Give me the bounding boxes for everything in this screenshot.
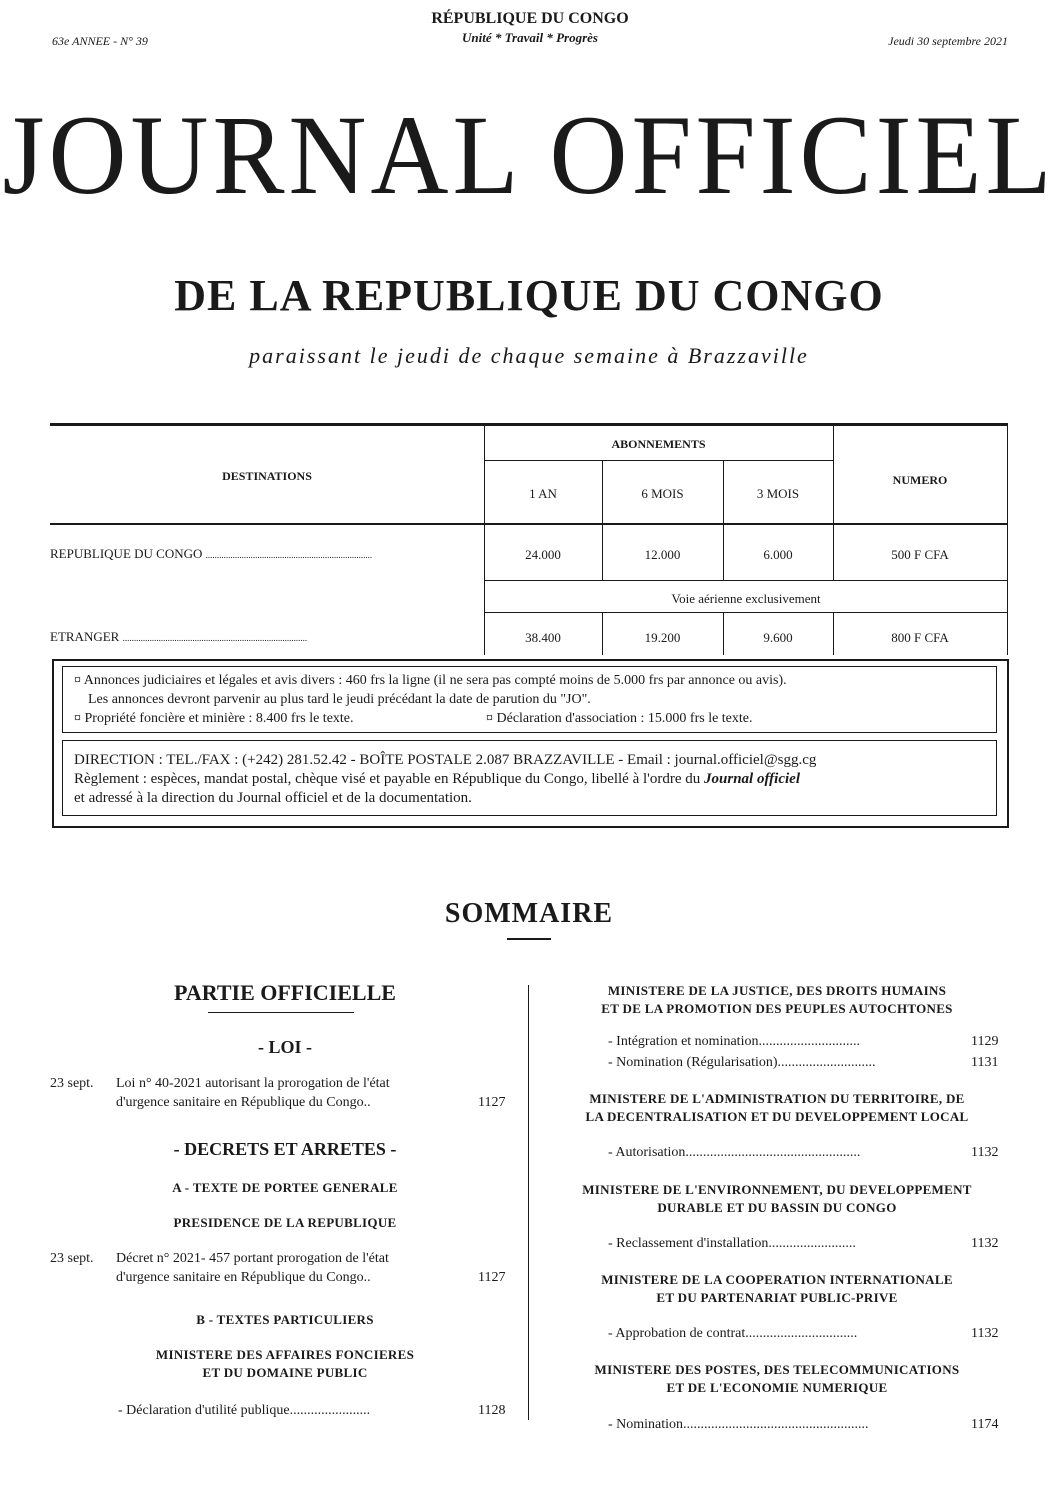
decret-page: 1127 xyxy=(478,1270,506,1285)
decret-date: 23 sept. xyxy=(50,1251,94,1266)
republic-header xyxy=(330,10,730,46)
table-divider xyxy=(1007,426,1008,655)
sommaire-underline xyxy=(507,938,551,940)
notice-delai: Les annonces devront parvenir au plus tard le jeudi précédant la date de parution du "JO". xyxy=(88,692,591,707)
col-3-mois: 3 MOIS xyxy=(756,486,800,501)
toc-nomination-regularisation: - Nomination (Régularisation)............................ xyxy=(608,1055,876,1070)
etranger-numero: 800 F CFA xyxy=(891,630,949,645)
congo-6mois: 12.000 xyxy=(644,547,681,562)
nomination-page: 1174 xyxy=(971,1417,999,1432)
texte-portee-generale: A - TEXTE DE PORTEE GENERALE xyxy=(172,1180,398,1195)
ministere-environnement-line2: DURABLE ET DU BASSIN DU CONGO xyxy=(657,1200,897,1215)
col-abonnements: ABONNEMENTS xyxy=(611,437,706,451)
subscription-table xyxy=(50,423,1008,655)
direction-contact: DIRECTION : TEL./FAX : (+242) 281.52.42 - BOÎTE POSTALE 2.087 BRAZZAVILLE - Email : journal.officiel@sgg.cg xyxy=(74,752,817,768)
ministere-postes-line2: ET DE L'ECONOMIE NUMERIQUE xyxy=(666,1380,888,1395)
toc-reclassement: - Reclassement d'installation......................... xyxy=(608,1236,856,1251)
col-1-an: 1 AN xyxy=(529,486,557,501)
integration-page: 1129 xyxy=(971,1034,999,1049)
republic-name: RÉPUBLIQUE DU CONGO xyxy=(431,10,629,27)
autorisation-page: 1132 xyxy=(971,1145,999,1160)
toc-integration: - Intégration et nomination............................. xyxy=(608,1034,860,1049)
ministere-administration-line1: MINISTERE DE L'ADMINISTRATION DU TERRITOIRE, DE xyxy=(589,1091,965,1106)
table-rule xyxy=(484,460,833,461)
col-numero: NUMERO xyxy=(892,473,948,487)
etranger-1an: 38.400 xyxy=(525,630,561,645)
ministere-justice-line2: ET DE LA PROMOTION DES PEUPLES AUTOCHTONES xyxy=(601,1001,953,1016)
ministere-foncieres-line1: MINISTERE DES AFFAIRES FONCIERES xyxy=(155,1347,415,1362)
ministere-cooperation-line2: ET DU PARTENARIAT PUBLIC-PRIVE xyxy=(656,1290,898,1305)
ministere-cooperation-line1: MINISTERE DE LA COOPERATION INTERNATIONALE xyxy=(601,1272,953,1287)
reclassement-page: 1132 xyxy=(971,1236,999,1251)
national-motto: Unité * Travail * Progrès xyxy=(461,30,598,45)
loi-page: 1127 xyxy=(478,1095,506,1110)
journal-tagline: paraissant le jeudi de chaque semaine à Brazzaville xyxy=(249,343,809,368)
loi-date: 23 sept. xyxy=(50,1076,94,1091)
table-rule xyxy=(484,612,1008,613)
issue-number: 63e ANNEE - N° 39 xyxy=(52,34,148,48)
loi-text-line2: d'urgence sanitaire en République du Congo.. xyxy=(116,1095,371,1110)
sommaire-title: SOMMAIRE xyxy=(444,898,614,929)
table-rule xyxy=(484,580,1008,581)
nomination-regularisation-page: 1131 xyxy=(971,1055,999,1070)
col-destinations: DESTINATIONS xyxy=(222,469,312,483)
voie-aerienne: Voie aérienne exclusivement xyxy=(671,591,821,606)
etranger-3mois: 9.600 xyxy=(763,630,793,645)
notice-annonces: ¤ Annonces judiciaires et légales et avis divers : 460 frs la ligne (il ne sera pas compté moins de 5.000 frs par annonce ou avis). xyxy=(74,673,787,688)
ministere-administration-line2: LA DECENTRALISATION ET DU DEVELOPPEMENT LOCAL xyxy=(585,1109,969,1124)
congo-1an: 24.000 xyxy=(525,547,561,562)
toc-nomination: - Nomination..................................................... xyxy=(608,1417,869,1432)
table-header-rule xyxy=(50,523,1008,525)
toc-autorisation: - Autorisation.................................................. xyxy=(608,1145,861,1160)
decret-text-line1: Décret n° 2021- 457 portant prorogation de l'état xyxy=(116,1251,389,1266)
ministere-environnement-line1: MINISTERE DE L'ENVIRONNEMENT, DU DEVELOPPEMENT xyxy=(582,1182,972,1197)
approbation-page: 1132 xyxy=(971,1326,999,1341)
etranger-6mois: 19.200 xyxy=(644,630,681,645)
partie-officielle: PARTIE OFFICIELLE xyxy=(174,980,396,1005)
row-etranger-label: ETRANGER .................................................................................. xyxy=(50,629,308,644)
decrets-heading: - DECRETS ET ARRETES - xyxy=(173,1139,397,1159)
partie-underline xyxy=(208,1012,354,1013)
row-congo-label: REPUBLIQUE DU CONGO .......................................................................... xyxy=(50,546,373,561)
loi-text-line1: Loi n° 40-2021 autorisant la prorogation de l'état xyxy=(116,1076,390,1091)
toc-approbation: - Approbation de contrat................................ xyxy=(608,1326,858,1341)
ministere-postes-line1: MINISTERE DES POSTES, DES TELECOMMUNICATIONS xyxy=(594,1362,960,1377)
col-6-mois: 6 MOIS xyxy=(641,486,684,501)
ministere-justice-line1: MINISTERE DE LA JUSTICE, DES DROITS HUMAINS xyxy=(607,983,947,998)
presidence-heading: PRESIDENCE DE LA REPUBLIQUE xyxy=(173,1215,397,1230)
loi-heading: - LOI - xyxy=(258,1037,312,1057)
table-top-rule xyxy=(50,423,1008,426)
congo-3mois: 6.000 xyxy=(763,547,793,562)
notice-propriete: ¤ Propriété foncière et minière : 8.400 frs le texte. xyxy=(74,711,354,726)
ministere-foncieres-line2: ET DU DOMAINE PUBLIC xyxy=(202,1365,368,1380)
issue-date: Jeudi 30 septembre 2021 xyxy=(888,34,1008,48)
toc-declaration-utilite: - Déclaration d'utilité publique....................... xyxy=(118,1403,371,1418)
journal-title: JOURNAL OFFICIEL xyxy=(2,93,1056,218)
direction-reglement: Règlement : espèces, mandat postal, chèque visé et payable en République du Congo, libellé à l'ordre du Journal officiel xyxy=(74,771,800,787)
column-divider xyxy=(528,985,529,1420)
declaration-page: 1128 xyxy=(478,1403,506,1418)
direction-adresse: et adressé à la direction du Journal officiel et de la documentation. xyxy=(74,790,472,806)
congo-numero: 500 F CFA xyxy=(891,547,949,562)
decret-text-line2: d'urgence sanitaire en République du Congo.. xyxy=(116,1270,371,1285)
journal-subtitle: DE LA REPUBLIQUE DU CONGO xyxy=(174,271,884,320)
notice-association: ¤ Déclaration d'association : 15.000 frs le texte. xyxy=(486,711,753,726)
textes-particuliers: B - TEXTES PARTICULIERS xyxy=(196,1312,374,1327)
